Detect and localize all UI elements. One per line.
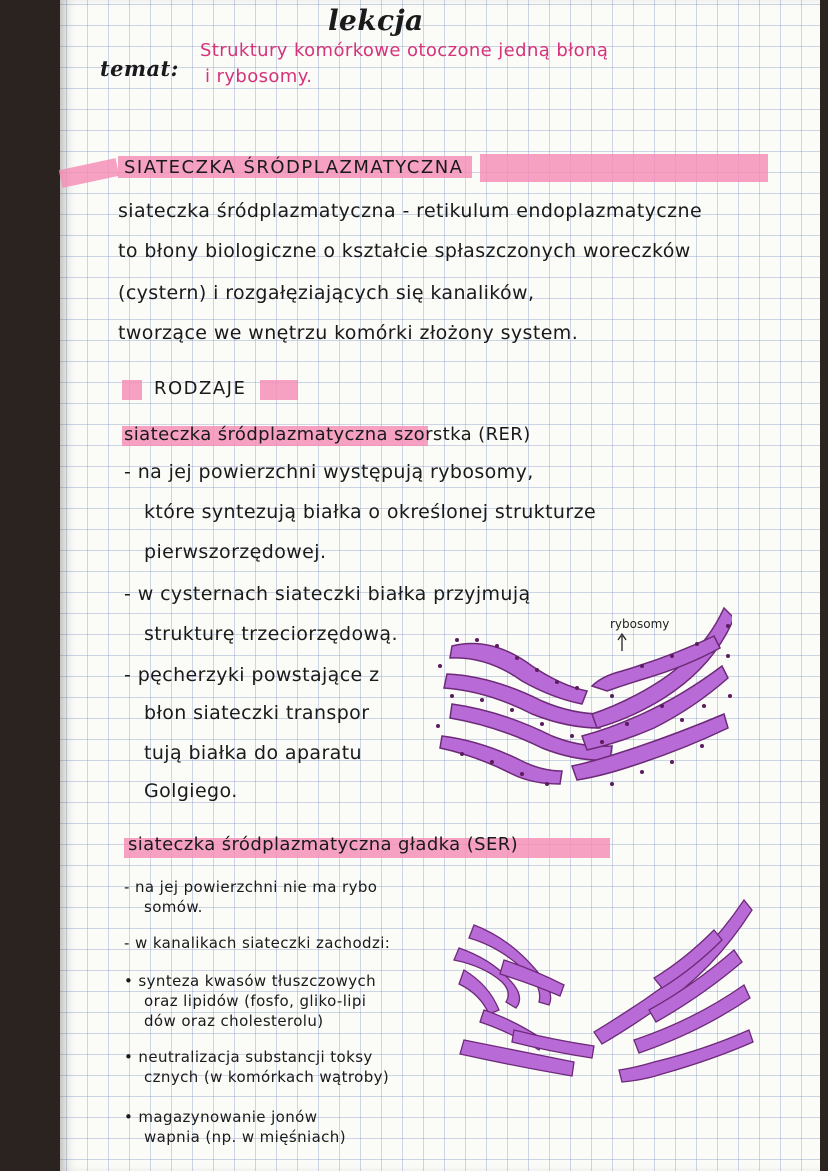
rer-title: siateczka śródplazmatyczna szorstka (RER) xyxy=(124,424,531,445)
rer-line-9: Golgiego. xyxy=(144,780,238,802)
highlight-bar-right xyxy=(480,154,768,182)
definition-line-3: (cystern) i rozgałęziających się kanalików, xyxy=(118,282,535,304)
ser-line-1a: - na jej powierzchni nie ma rybo xyxy=(124,878,378,896)
ser-bullet-1-line-1: • synteza kwasów tłuszczowych xyxy=(124,972,377,990)
definition-line-2: to błony biologiczne o kształcie spłaszczonych woreczków xyxy=(118,240,691,262)
rer-line-2: które syntezują białka o określonej strukturze xyxy=(144,501,597,523)
ser-bullet-3-line-1: • magazynowanie jonów xyxy=(124,1108,318,1126)
types-heading: RODZAJE xyxy=(154,378,247,399)
rer-line-7: błon siateczki transpor xyxy=(144,702,370,724)
topic-line-1: Struktury komórkowe otoczone jedną błoną xyxy=(200,40,609,61)
rer-line-8: tują białka do aparatu xyxy=(144,742,363,764)
lesson-title: lekcja xyxy=(328,4,424,37)
ser-tubules xyxy=(454,900,753,1082)
label-arrow xyxy=(618,634,626,651)
ser-line-1b: somów. xyxy=(144,898,203,916)
topic-line-2: i rybosomy. xyxy=(205,66,313,87)
ser-diagram xyxy=(444,890,754,1090)
ser-title: siateczka śródplazmatyczna gładka (SER) xyxy=(128,834,519,855)
rer-line-6: - pęcherzyki powstające z xyxy=(124,664,380,686)
ser-bullet-1-line-3: dów oraz cholesterolu) xyxy=(144,1012,324,1030)
rer-cisternae xyxy=(440,608,732,784)
ser-bullet-3-line-2: wapnia (np. w mięśniach) xyxy=(144,1128,346,1146)
ser-bullet-1-line-2: oraz lipidów (fosfo, gliko-lipi xyxy=(144,992,367,1010)
highlight-types-right xyxy=(260,380,298,400)
section-heading: SIATECZKA ŚRÓDPLAZMATYCZNA xyxy=(124,157,464,178)
definition-line-4: tworzące we wnętrzu komórki złożony system. xyxy=(118,322,579,344)
ser-bullet-2-line-2: cznych (w komórkach wątroby) xyxy=(144,1068,390,1086)
rer-line-5: strukturę trzeciorzędową. xyxy=(144,623,398,645)
highlight-bar-left xyxy=(59,158,119,188)
highlight-types-left xyxy=(122,380,142,400)
ser-bullet-2-line-1: • neutralizacja substancji toksy xyxy=(124,1048,373,1066)
rer-line-3: pierwszorzędowej. xyxy=(144,541,327,563)
ser-line-2: - w kanalikach siateczki zachodzi: xyxy=(124,934,391,952)
rybosomy-label: rybosomy xyxy=(610,617,670,631)
notebook-page xyxy=(60,0,820,1171)
definition-line-1: siateczka śródplazmatyczna - retikulum endoplazmatyczne xyxy=(118,200,703,222)
rer-line-1: - na jej powierzchni występują rybosomy, xyxy=(124,461,534,483)
topic-label: temat: xyxy=(100,56,179,81)
rer-diagram xyxy=(432,596,732,796)
rer-line-4: - w cysternach siateczki białka przyjmują xyxy=(124,583,531,605)
